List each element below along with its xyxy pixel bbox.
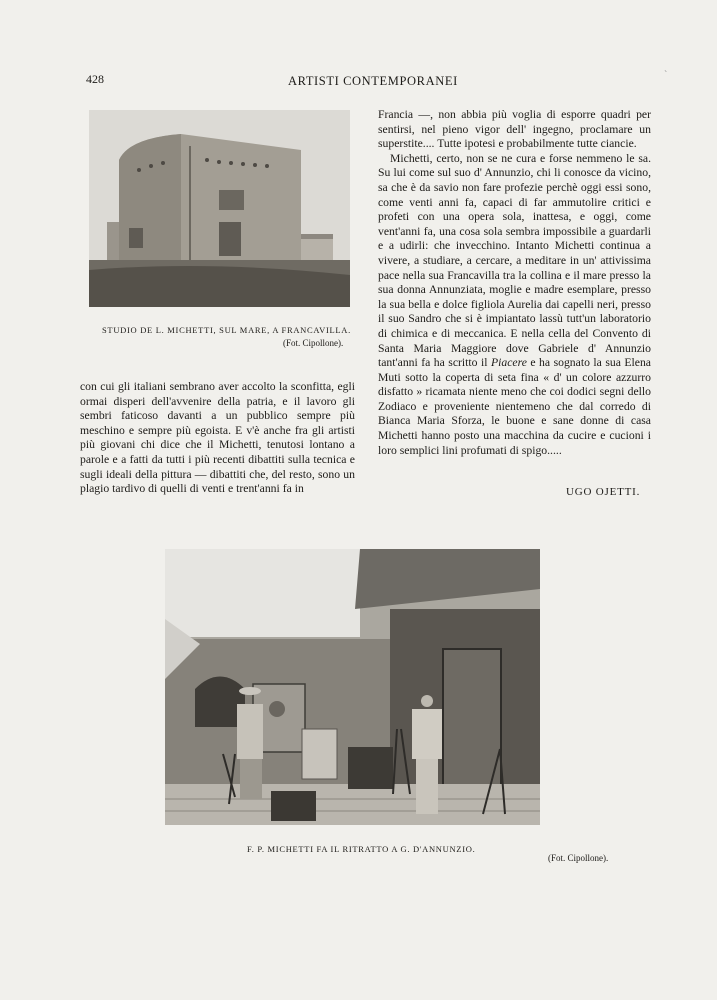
studio-building-illustration — [89, 110, 350, 307]
right-paragraph-1: Francia —, non abbia più voglia di esporre quadri per sentirsi, nel pieno vigor dell' ingegno, proclamare un superstite.... Tutte ipotesi e probabilmente tutte ciancie. — [378, 108, 651, 151]
left-column — [80, 380, 355, 497]
page-mark: ` — [664, 70, 668, 81]
studio-interior-illustration — [165, 549, 540, 825]
author-signature: UGO OJETTI. — [566, 486, 641, 498]
right-paragraph-2-text-b: e ha sognato la sua Elena Muti sotto la coperta di seta fina « d' un colore azzurro disfatto » ricamata niente meno che coi dodici segni dello Zodiaco e proveniente nientemeno che dal corredo di Bianca Maria Sforza, le buone e sane donne di casa Michetti hanno posto una macchina da cucire e cucioni i loro semplici lini profumati di spigo..... — [378, 356, 651, 457]
figure2-credit: (Fot. Cipollone). — [548, 853, 609, 863]
running-title: ARTISTI CONTEMPORANEI — [288, 74, 458, 88]
figure1-credit: (Fot. Cipollone). — [283, 338, 344, 348]
right-paragraph-2-text-a: Michetti, certo, non se ne cura e forse nemmeno le sa. Su lui come sul suo d' Annunzio, chi li conosce da vicino, sa che è da savio non fare profezie perchè oggi essi sono, come venti anni fa, capaci di far ammutolire critici e profeti con una opera sola, inattesa, e oggi, come vent'anni fa, una cosa sola sembra impossibile a guardarli e a udirli: che invecchino. Intanto Michetti continua a vivere, a studiare, a cercare, a meditare in un' attivissima pace nella sua Francavilla tra la collina e il mare presso la sua donna Annunziata, moglie e madre esemplare, presso la sua bella e dolce figliola Aurelia dai capelli neri, presso il suo Sandro che si è impiantato lassù tutt'un laboratorio di chimica e di meccanica. E nella cella del Convento di Santa Maria Maggiore dove Gabriele d' Annunzio tant'anni fa ha scritto il — [378, 151, 651, 370]
page-number: 428 — [86, 72, 104, 86]
figure1-caption: STUDIO DE L. MICHETTI, SUL MARE, A FRANCAVILLA. — [102, 325, 351, 335]
right-paragraph-2 — [378, 152, 651, 458]
studio-photo — [89, 110, 350, 307]
portrait-session-photo — [165, 549, 540, 825]
figure2-caption: F. P. MICHETTI FA IL RITRATTO A G. D'ANNUNZIO. — [247, 844, 476, 854]
italic-title-piacere: Piacere — [490, 356, 527, 370]
right-column — [378, 108, 651, 458]
left-paragraph-1: con cui gli italiani sembrano aver accolto la sconfitta, egli ormai disperi dell'avvenire della patria, e il lavoro gli sembri faticoso davanti a un pubblico sempre più meschino e sempre più egoista. E v'è anche fra gli artisti più giovani chi dice che il Michetti, tenutosi lontano a parole e a fatti da tutti i più recenti dibattiti sulla tecnica e sugli ideali della pittura — dibattiti che, del resto, sono un plagio tardivo di quelli di venti e trent'anni fa in — [80, 380, 355, 496]
